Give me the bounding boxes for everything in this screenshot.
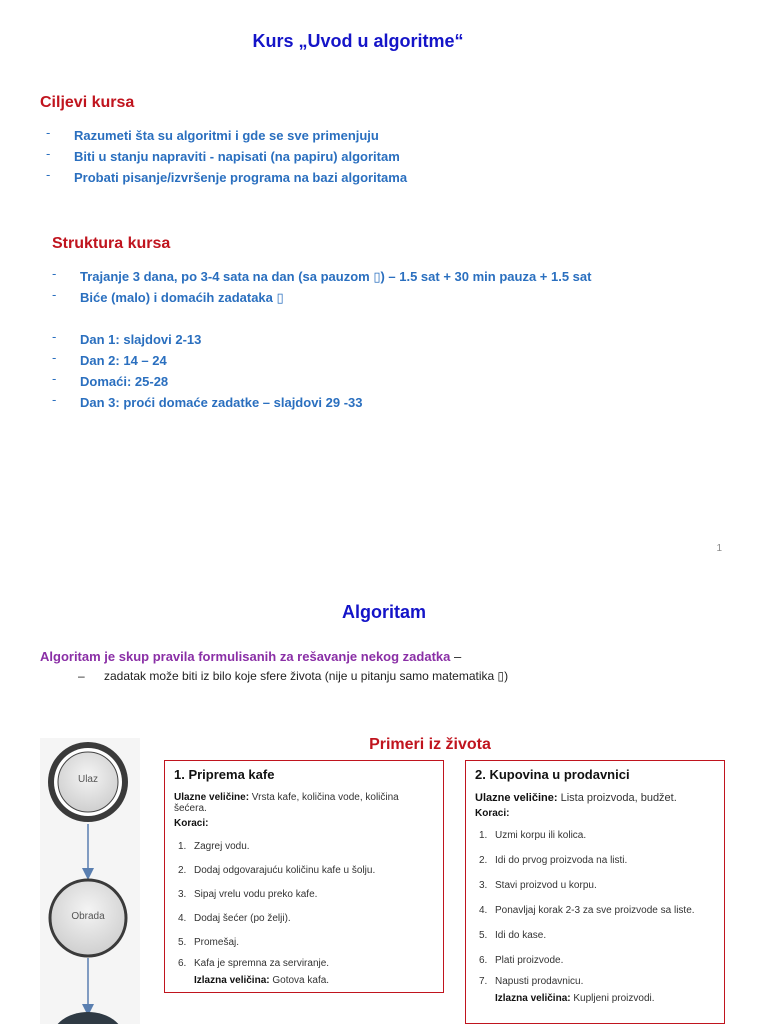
step-item: 7. Napusti prodavnicu.: [479, 976, 584, 987]
algorithm-title: Algoritam: [341, 602, 426, 622]
structure-item: - Biće (malo) i domaćih zadataka ▯: [52, 287, 284, 305]
step-item: 4. Dodaj šećer (po želji).: [178, 913, 291, 924]
example-steps-label: Koraci:: [174, 818, 209, 829]
step-item: 2. Idi do prvog proizvoda na listi.: [479, 855, 628, 866]
flow-node-process-label: Obrada: [71, 911, 105, 922]
example-coffee-card: [164, 760, 444, 993]
examples-heading: Primeri iz života: [369, 736, 491, 753]
example-steps-list: [174, 835, 434, 973]
goal-item: - Biti u stanju napraviti - napisati (na papiru) algoritam: [46, 146, 400, 164]
example-steps-list: [475, 823, 715, 991]
step-item: 5. Idi do kase.: [479, 930, 547, 941]
example-inputs: Ulazne veličine: Vrsta kafe, količina vode, količina šećera.: [174, 792, 399, 814]
step-item: 1. Uzmi korpu ili kolica.: [479, 830, 587, 841]
step-item: 5. Promešaj.: [178, 937, 240, 948]
flow-node-input-label: Ulaz: [77, 774, 98, 785]
structure-list: [46, 266, 591, 308]
step-item: 6. Kafa je spremna za serviranje.: [178, 958, 330, 969]
step-item: 2. Dodaj odgovarajuću količinu kafe u šolju.: [178, 865, 376, 876]
schedule-item: - Dan 2: 14 – 24: [52, 350, 167, 368]
schedule-item: - Dan 1: slajdovi 2-13: [52, 329, 202, 347]
structure-heading: Struktura kursa: [52, 235, 171, 252]
example-title: 1. Priprema kafe: [174, 767, 275, 782]
definition-subpoint: – zadatak može biti iz bilo koje sfere života (nije u pitanju samo matematika ▯): [78, 669, 509, 683]
goals-list: [40, 125, 407, 188]
example-shopping-card: [465, 760, 725, 1024]
schedule-item: - Domaći: 25-28: [52, 371, 169, 389]
step-item: 3. Stavi proizvod u korpu.: [479, 880, 597, 891]
schedule-item: - Dan 3: proći domaće zadatke – slajdovi 29 -33: [52, 392, 363, 410]
step-item: 6. Plati proizvode.: [479, 955, 564, 966]
algorithm-definition: Algoritam je skup pravila formulisanih za rešavanje nekog zadatka –: [40, 649, 462, 664]
example-output: Izlazna veličina: Gotova kafa.: [194, 975, 330, 986]
schedule-list: [46, 329, 363, 413]
structure-item: - Trajanje 3 dana, po 3-4 sata na dan (sa pauzom ▯) – 1.5 sat + 30 min pauza + 1.5 sat: [52, 266, 592, 284]
goal-item: - Probati pisanje/izvršenje programa na bazi algoritama: [46, 167, 408, 185]
step-item: 1. Zagrej vodu.: [178, 841, 250, 852]
page-number: 1: [716, 543, 722, 554]
example-steps-label: Koraci:: [475, 808, 510, 819]
example-output: Izlazna veličina: Kupljeni proizvodi.: [495, 993, 655, 1004]
example-inputs: Ulazne veličine: Lista proizvoda, budžet.: [475, 792, 677, 804]
course-title: Kurs „Uvod u algoritme“: [252, 31, 464, 51]
step-item: 3. Sipaj vrelu vodu preko kafe.: [178, 889, 318, 900]
example-title: 2. Kupovina u prodavnici: [475, 767, 630, 782]
step-item: 4. Ponavljaj korak 2-3 za sve proizvode sa liste.: [479, 905, 695, 916]
goal-item: - Razumeti šta su algoritmi i gde se sve primenjuju: [46, 125, 379, 143]
goals-heading: Ciljevi kursa: [40, 94, 135, 111]
